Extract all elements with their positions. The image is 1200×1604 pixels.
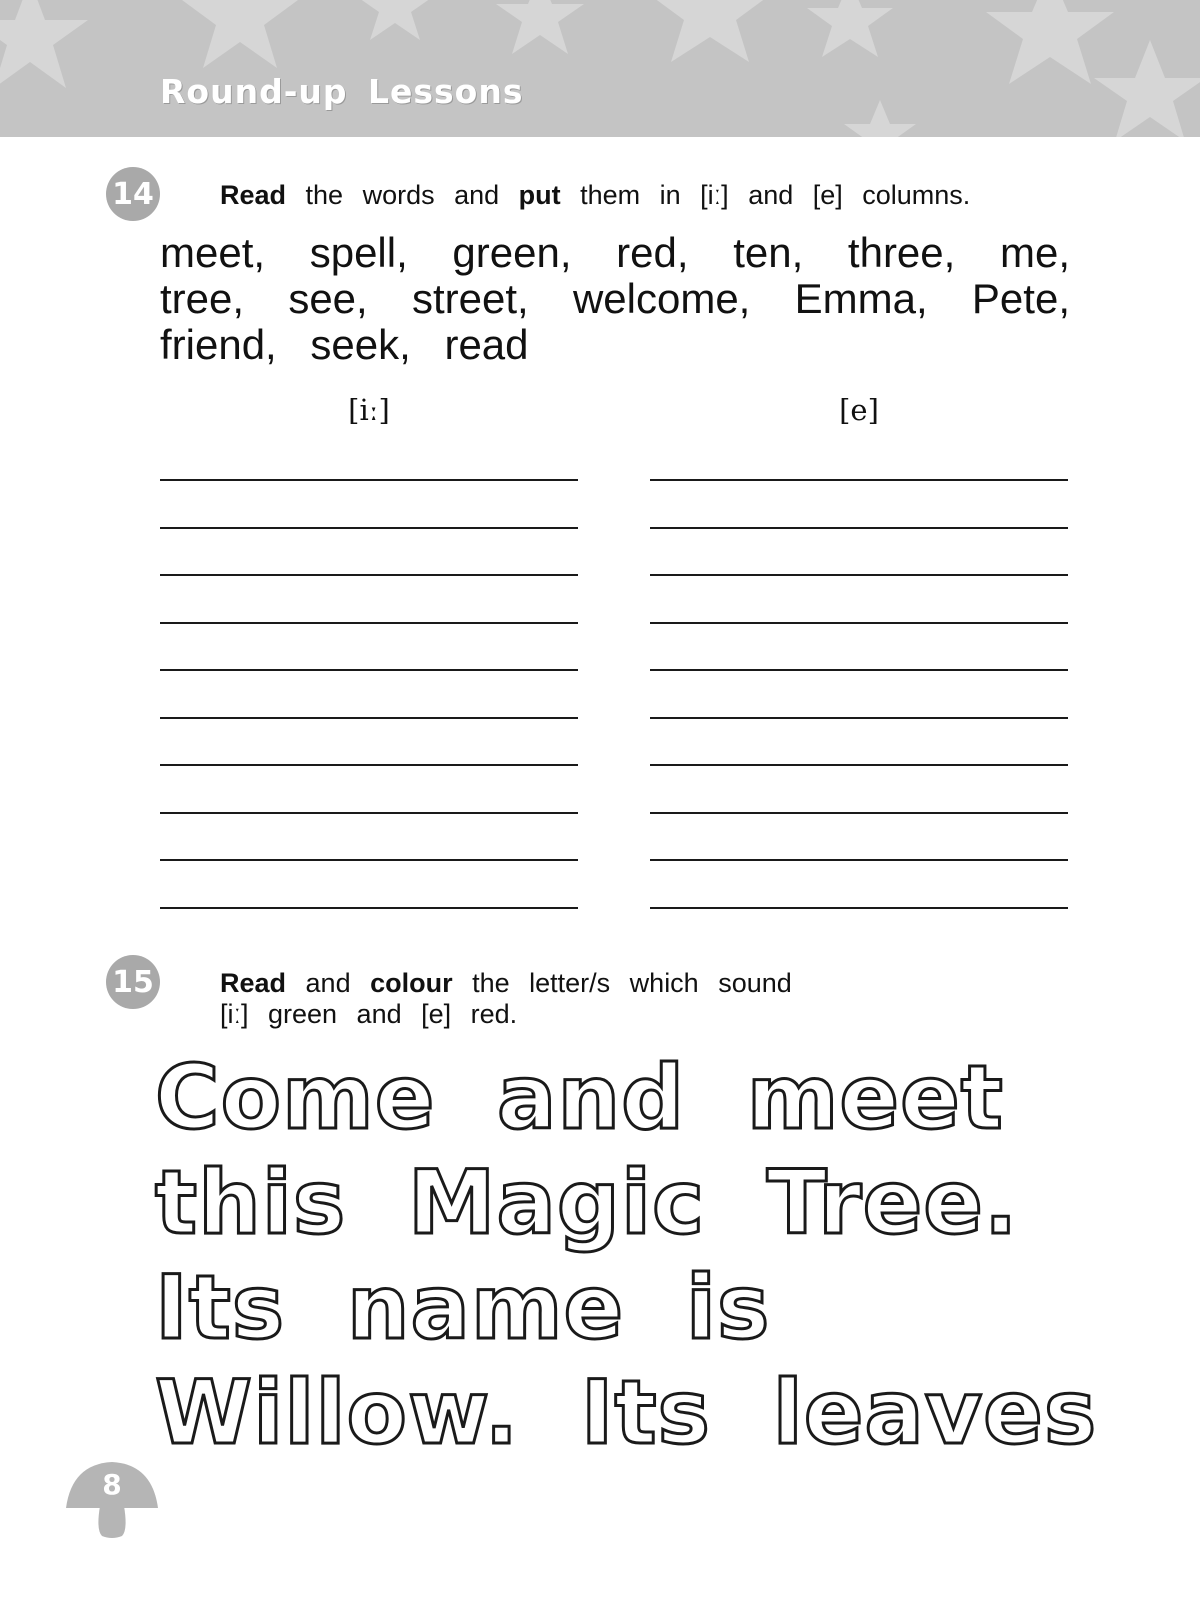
instruction-verb-read: Read <box>220 180 287 210</box>
instruction-verb-read: Read <box>220 968 287 998</box>
column-header-short-e: [e] <box>839 393 879 427</box>
colouring-text-line[interactable]: Its name is <box>155 1256 771 1359</box>
instruction-verb-put: put <box>518 180 561 210</box>
answer-line[interactable] <box>160 479 578 481</box>
page-number-badge <box>62 1460 162 1540</box>
answer-line[interactable] <box>650 622 1068 624</box>
colouring-text-line[interactable]: this Magic Tree. <box>155 1151 1019 1254</box>
answer-line[interactable] <box>160 574 578 576</box>
answer-line[interactable] <box>160 669 578 671</box>
word-list-line: friend, seek, read <box>160 321 529 368</box>
page-number: 8 <box>102 1468 122 1501</box>
instruction-verb-colour: colour <box>370 968 453 998</box>
answer-line[interactable] <box>650 669 1068 671</box>
answer-line[interactable] <box>160 717 578 719</box>
word-list-line: tree, see, street, welcome, Emma, Pete, <box>160 275 1070 322</box>
answer-line[interactable] <box>650 764 1068 766</box>
instruction-text: and <box>286 968 371 998</box>
instruction-text: the words and <box>286 180 519 210</box>
answer-line[interactable] <box>650 574 1068 576</box>
answer-line[interactable] <box>160 764 578 766</box>
answer-line[interactable] <box>650 479 1068 481</box>
exercise-15-instruction <box>220 968 792 1030</box>
answer-line[interactable] <box>650 812 1068 814</box>
page-header <box>0 0 1200 137</box>
answer-line[interactable] <box>160 622 578 624</box>
answer-line[interactable] <box>160 527 578 529</box>
answer-line[interactable] <box>160 907 578 909</box>
instruction-text: them in [iː] and [e] columns. <box>560 180 971 210</box>
exercise-15-badge: 15 <box>106 955 160 1009</box>
colouring-text-line[interactable]: Come and meet <box>155 1046 1004 1149</box>
word-list <box>160 230 1070 368</box>
section-title: Round-up Lessons <box>160 72 524 111</box>
answer-line[interactable] <box>650 717 1068 719</box>
exercise-14-instruction <box>220 180 970 211</box>
answer-line[interactable] <box>160 859 578 861</box>
answer-line[interactable] <box>650 907 1068 909</box>
column-header-long-e: [iː] <box>348 393 390 427</box>
instruction-text: the letter/s which sound <box>452 968 792 998</box>
exercise-14-badge: 14 <box>106 167 160 221</box>
colouring-text-line[interactable]: Willow. Its leaves <box>155 1361 1098 1464</box>
answer-line[interactable] <box>160 812 578 814</box>
exercise-15-instruction-line-1 <box>220 968 792 999</box>
colouring-text <box>155 1045 1155 1465</box>
answer-line[interactable] <box>650 859 1068 861</box>
word-list-line: meet, spell, green, red, ten, three, me, <box>160 229 1070 276</box>
exercise-15-instruction-line-2: [iː] green and [e] red. <box>220 999 518 1029</box>
star-pattern-decoration <box>0 0 1200 137</box>
answer-line[interactable] <box>650 527 1068 529</box>
